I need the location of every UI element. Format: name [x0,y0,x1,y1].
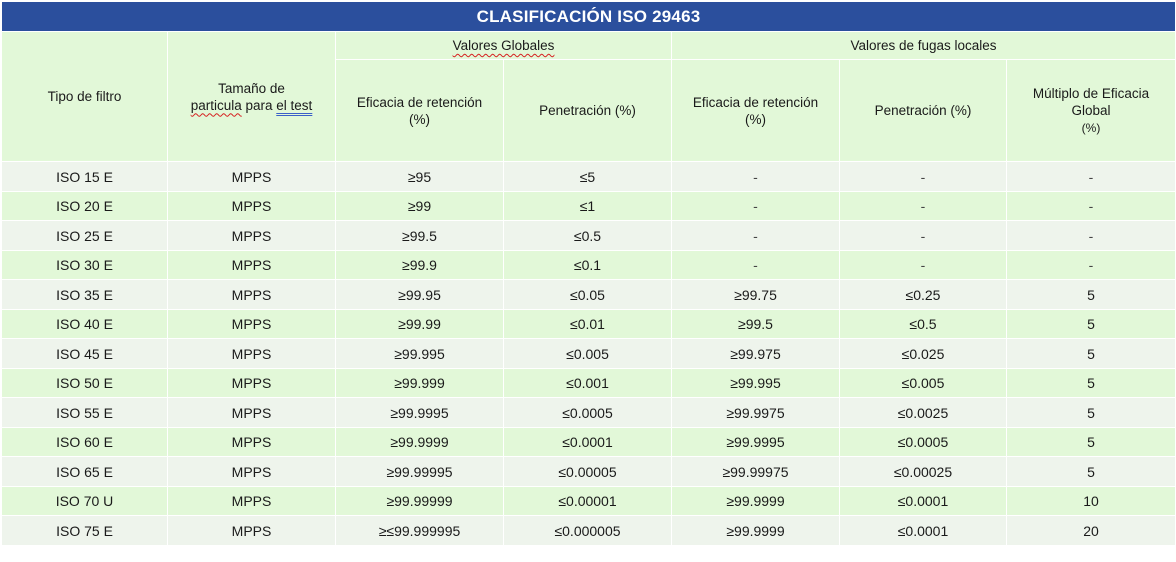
cell-filter-type: ISO 40 E [2,310,168,339]
cell-efficiency-multiple: 5 [1007,398,1176,428]
cell-local-efficiency: ≥99.9975 [672,398,840,428]
header-global-efficiency [336,60,504,162]
cell-efficiency-multiple: 10 [1007,487,1176,516]
cell-filter-type: ISO 50 E [2,369,168,398]
header-filter-type: Tipo de filtro [2,32,168,162]
cell-local-penetration: ≤0.00025 [840,457,1007,487]
cell-global-penetration: ≤0.00005 [504,457,672,487]
cell-global-penetration: ≤0.0001 [504,428,672,457]
cell-particle-size: MPPS [168,192,336,221]
cell-particle-size: MPPS [168,516,336,546]
cell-global-efficiency: ≥99.9 [336,251,504,280]
cell-local-efficiency: - [672,192,840,221]
table-row [2,310,1176,339]
cell-local-penetration: ≤0.0001 [840,516,1007,546]
cell-particle-size: MPPS [168,280,336,310]
table-row [2,457,1176,487]
cell-local-efficiency: ≥99.9999 [672,487,840,516]
cell-global-efficiency: ≥95 [336,162,504,192]
cell-local-penetration: ≤0.5 [840,310,1007,339]
cell-efficiency-multiple: - [1007,162,1176,192]
cell-global-penetration: ≤0.5 [504,221,672,251]
cell-local-efficiency: - [672,221,840,251]
cell-global-efficiency: ≥99.9995 [336,398,504,428]
header-local-penetration: Penetración (%) [840,60,1007,162]
table-title: CLASIFICACIÓN ISO 29463 [2,2,1176,32]
table-row [2,162,1176,192]
header-particle-size [168,32,336,162]
table-row [2,516,1176,546]
cell-efficiency-multiple: 5 [1007,310,1176,339]
table-row [2,280,1176,310]
cell-global-efficiency: ≥≤99.999995 [336,516,504,546]
header-particle-size-word-b: para [245,97,273,113]
cell-particle-size: MPPS [168,310,336,339]
cell-particle-size: MPPS [168,251,336,280]
header-local-efficiency-label: Eficacia de retención (%) [692,94,819,127]
cell-filter-type: ISO 25 E [2,221,168,251]
table-row [2,192,1176,221]
cell-filter-type: ISO 15 E [2,162,168,192]
cell-local-penetration: - [840,221,1007,251]
table-row [2,398,1176,428]
cell-local-efficiency: ≥99.975 [672,339,840,369]
cell-efficiency-multiple: 5 [1007,369,1176,398]
cell-particle-size: MPPS [168,339,336,369]
cell-filter-type: ISO 20 E [2,192,168,221]
cell-local-penetration: ≤0.025 [840,339,1007,369]
cell-global-penetration: ≤1 [504,192,672,221]
header-global-efficiency-multiple [1007,60,1176,162]
cell-efficiency-multiple: 20 [1007,516,1176,546]
cell-local-penetration: - [840,162,1007,192]
cell-global-penetration: ≤0.1 [504,251,672,280]
cell-efficiency-multiple: - [1007,221,1176,251]
cell-global-efficiency: ≥99 [336,192,504,221]
cell-filter-type: ISO 35 E [2,280,168,310]
cell-global-penetration: ≤0.01 [504,310,672,339]
table-row [2,428,1176,457]
cell-local-penetration: - [840,251,1007,280]
table-row [2,251,1176,280]
cell-local-efficiency: ≥99.9999 [672,516,840,546]
cell-particle-size: MPPS [168,369,336,398]
cell-global-penetration: ≤0.005 [504,339,672,369]
table-body [2,162,1176,546]
table-row [2,369,1176,398]
cell-global-penetration: ≤5 [504,162,672,192]
cell-local-efficiency: ≥99.5 [672,310,840,339]
cell-global-efficiency: ≥99.9999 [336,428,504,457]
cell-global-efficiency: ≥99.99995 [336,457,504,487]
cell-particle-size: MPPS [168,487,336,516]
cell-local-penetration: ≤0.0005 [840,428,1007,457]
cell-efficiency-multiple: - [1007,251,1176,280]
cell-global-penetration: ≤0.000005 [504,516,672,546]
cell-local-efficiency: - [672,162,840,192]
cell-efficiency-multiple: 5 [1007,428,1176,457]
cell-filter-type: ISO 60 E [2,428,168,457]
cell-particle-size: MPPS [168,221,336,251]
cell-filter-type: ISO 65 E [2,457,168,487]
cell-efficiency-multiple: 5 [1007,457,1176,487]
cell-global-penetration: ≤0.0005 [504,398,672,428]
cell-efficiency-multiple: - [1007,192,1176,221]
header-global-efficiency-label: Eficacia de retención (%) [356,94,483,127]
cell-particle-size: MPPS [168,162,336,192]
cell-local-penetration: ≤0.0025 [840,398,1007,428]
header-particle-size-line1: Tamaño de [218,80,285,96]
cell-global-penetration: ≤0.001 [504,369,672,398]
table-row [2,339,1176,369]
cell-local-penetration: ≤0.25 [840,280,1007,310]
header-global-penetration: Penetración (%) [504,60,672,162]
header-particle-size-word-c: el test [276,97,313,113]
cell-global-efficiency: ≥99.995 [336,339,504,369]
cell-filter-type: ISO 75 E [2,516,168,546]
iso-29463-classification-table [1,1,1176,546]
header-local-leak-values: Valores de fugas locales [672,32,1176,60]
cell-global-efficiency: ≥99.999 [336,369,504,398]
cell-filter-type: ISO 30 E [2,251,168,280]
header-local-efficiency [672,60,840,162]
cell-filter-type: ISO 45 E [2,339,168,369]
header-global-values [336,32,672,60]
cell-filter-type: ISO 70 U [2,487,168,516]
table-row [2,487,1176,516]
cell-local-penetration: - [840,192,1007,221]
cell-particle-size: MPPS [168,457,336,487]
cell-global-penetration: ≤0.05 [504,280,672,310]
header-global-values-label: Valores Globales [452,38,555,53]
cell-local-efficiency: - [672,251,840,280]
header-multiple-unit: (%) [1081,120,1101,135]
cell-local-efficiency: ≥99.9995 [672,428,840,457]
header-multiple-label: Múltiplo de Eficacia Global [1032,85,1150,118]
cell-global-efficiency: ≥99.99999 [336,487,504,516]
cell-filter-type: ISO 55 E [2,398,168,428]
cell-particle-size: MPPS [168,398,336,428]
cell-global-efficiency: ≥99.5 [336,221,504,251]
cell-local-efficiency: ≥99.75 [672,280,840,310]
cell-local-penetration: ≤0.005 [840,369,1007,398]
cell-local-penetration: ≤0.0001 [840,487,1007,516]
header-particle-size-word-a: particula [190,97,242,113]
cell-local-efficiency: ≥99.995 [672,369,840,398]
cell-global-penetration: ≤0.00001 [504,487,672,516]
cell-efficiency-multiple: 5 [1007,339,1176,369]
table-row [2,221,1176,251]
cell-particle-size: MPPS [168,428,336,457]
cell-global-efficiency: ≥99.99 [336,310,504,339]
cell-global-efficiency: ≥99.95 [336,280,504,310]
cell-local-efficiency: ≥99.99975 [672,457,840,487]
cell-efficiency-multiple: 5 [1007,280,1176,310]
